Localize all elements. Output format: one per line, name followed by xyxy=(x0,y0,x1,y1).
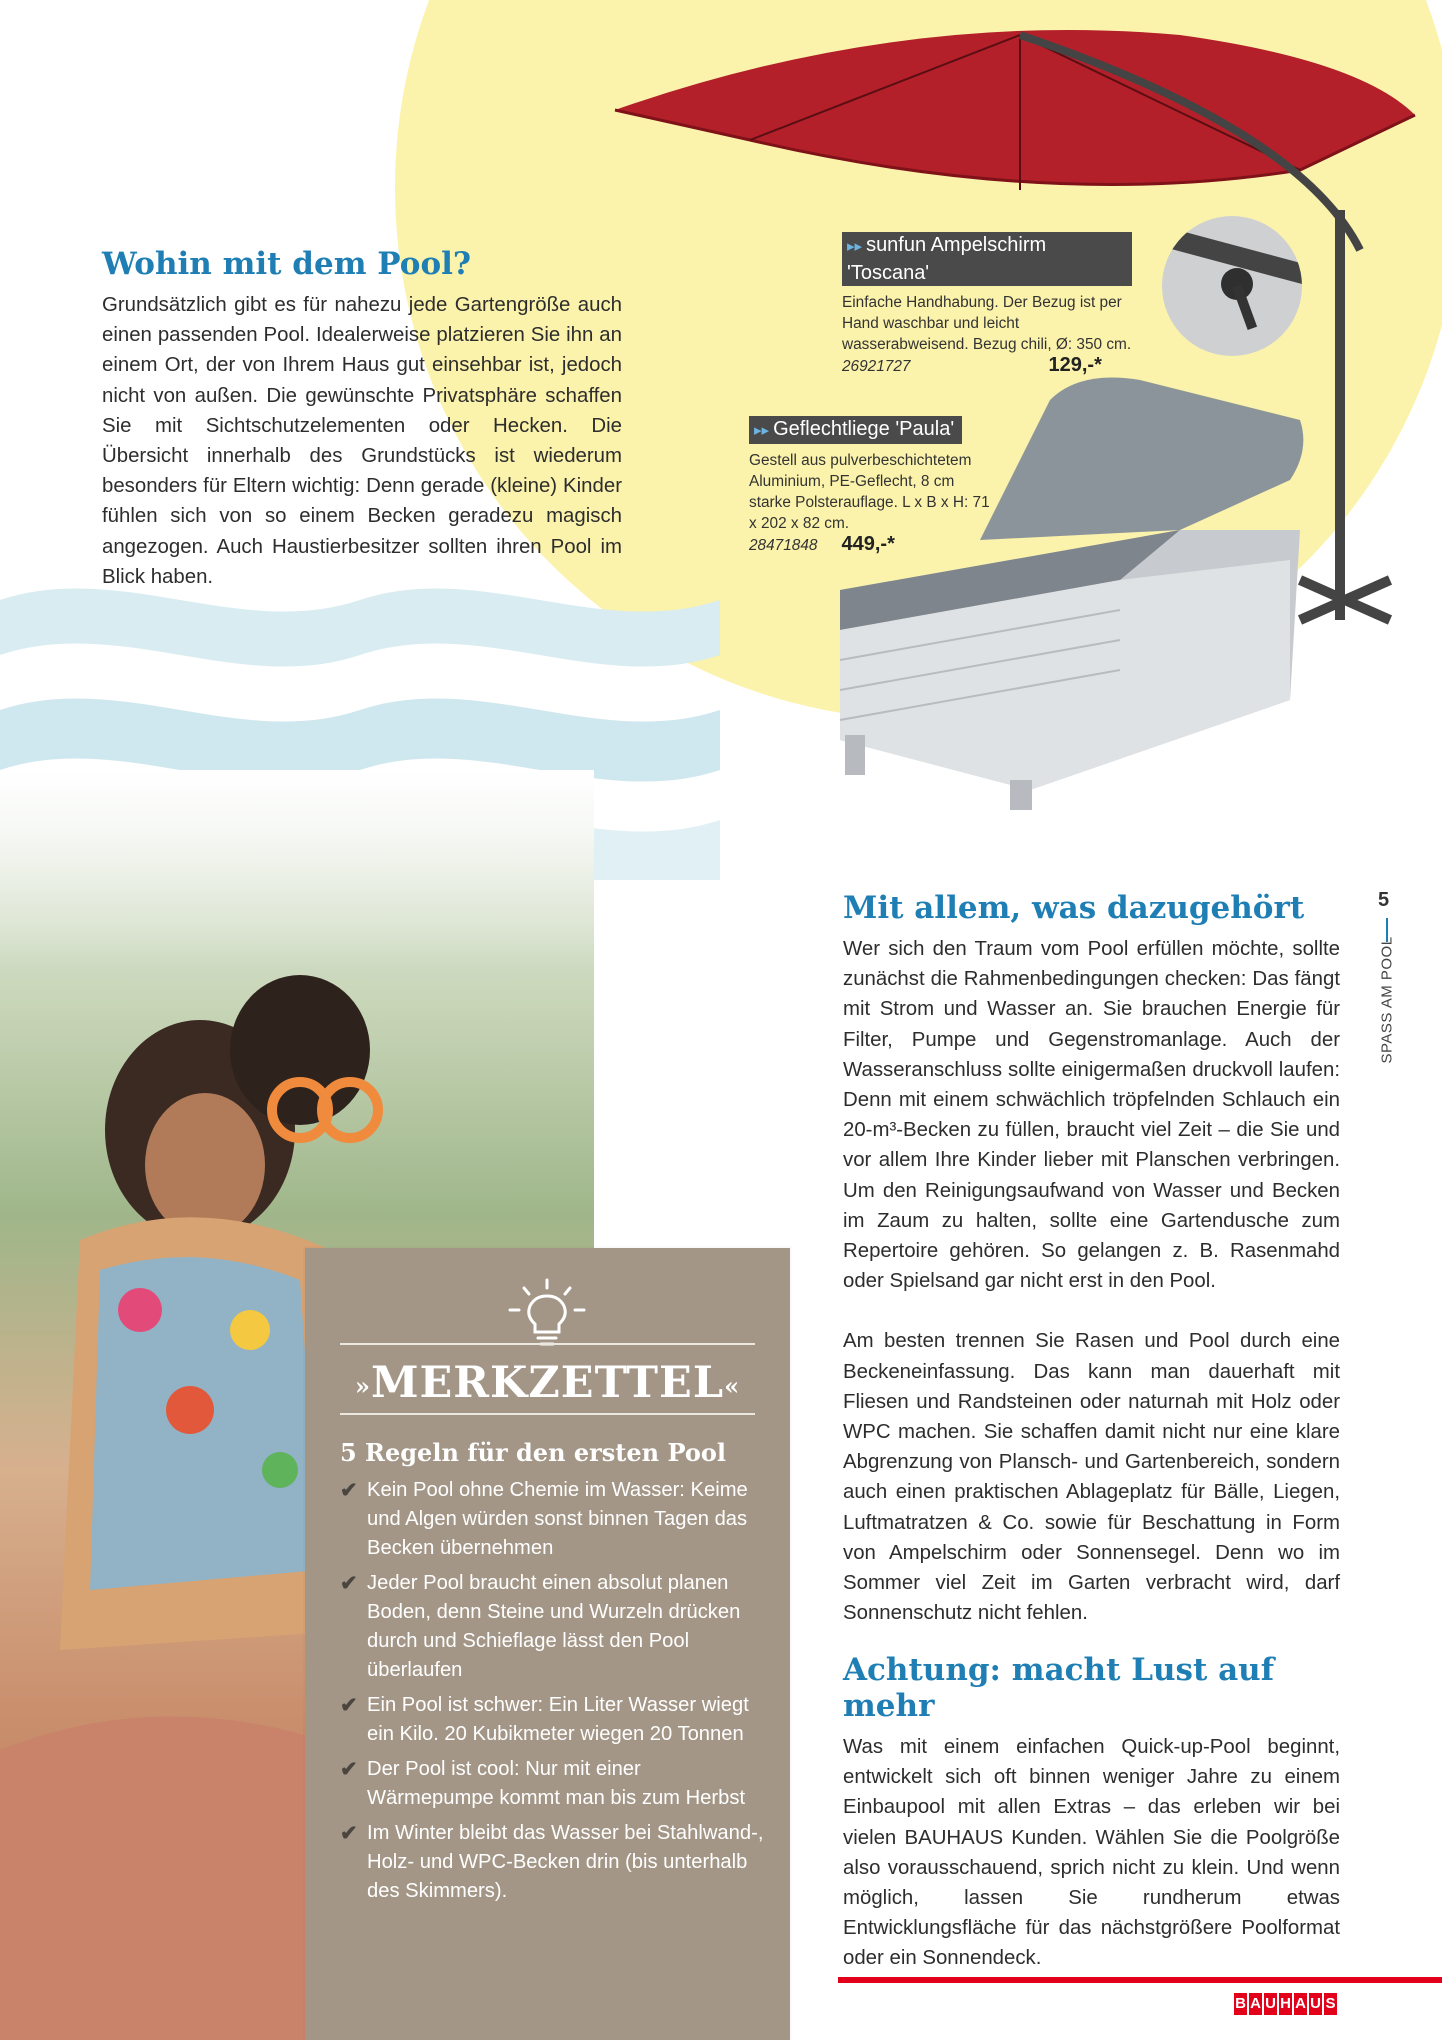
product-umbrella-tag xyxy=(842,232,1132,286)
product-lounger-price-row xyxy=(749,534,999,556)
merkzettel-bottom-rule xyxy=(340,1413,755,1415)
checkmark-icon: ✔ xyxy=(340,1479,358,1502)
photo-fade xyxy=(0,770,594,970)
product-umbrella-price-row xyxy=(842,355,1132,377)
page-number: 5 xyxy=(1378,889,1390,911)
merkzettel-rules xyxy=(340,1476,770,1912)
crank-detail-icon xyxy=(1162,216,1302,356)
rule-text: Jeder Pool braucht einen absolut planen Boden, denn Steine und Wurzeln drücken durch und Schieflage lässt den Pool überlaufen xyxy=(367,1572,741,1681)
rule-text: Ein Pool ist schwer: Ein Liter Wasser wiegt ein Kilo. 20 Kubikmeter wiegen 20 Tonnen xyxy=(367,1694,749,1745)
product-umbrella-price: 129,-* xyxy=(1048,354,1102,376)
logo-letter: U xyxy=(1309,1993,1322,2015)
product-lounger xyxy=(749,416,999,556)
section1-body: Grundsätzlich gibt es für nahezu jede Gartengröße auch einen passenden Pool. Idealerweise platzieren Sie ihn an einem Ort, der von Ihrem Haus gut einsehbar ist, jedoch nicht von außen. Die gewünschte Privatsphäre schaffen Sie mit Sichtschutzelementen oder Hecken. Die Übersicht innerhalb des Grundstücks ist wiederum besonders für Eltern wichtig: Denn gerade (kleine) Kinder fühlen sich von so einem Becken geradezu magisch angezogen. Auch Haustierbesitzer sollten ihren Pool im Blick haben. xyxy=(102,294,622,588)
product-umbrella-name: sunfun Ampelschirm 'Toscana' xyxy=(847,234,1047,284)
section3-heading: Achtung: macht Lust auf mehr xyxy=(843,1652,1275,1724)
product-umbrella xyxy=(842,232,1132,377)
crank-detail-image xyxy=(1162,216,1302,356)
section2-heading: Mit allem, was dazugehört xyxy=(843,890,1305,926)
checkmark-icon: ✔ xyxy=(340,1758,358,1781)
product-lounger-tag xyxy=(749,416,962,444)
list-item xyxy=(340,1819,770,1906)
product-lounger-description: Gestell aus pulverbeschichtetem Aluminium, PE-Geflecht, 8 cm starke Polsterauflage. L x B x H: 71 x 202 x 82 cm. xyxy=(749,452,990,532)
rule-text: Der Pool ist cool: Nur mit einer Wärmepumpe kommt man bis zum Herbst xyxy=(367,1758,746,1809)
quote-left-icon: » xyxy=(354,1371,371,1401)
product-lounger-name: Geflechtliege 'Paula' xyxy=(773,418,955,440)
double-arrow-icon: ▸▸ xyxy=(754,422,770,439)
logo-letter: A xyxy=(1249,1993,1262,2015)
merkzettel-subtitle: 5 Regeln für den ersten Pool xyxy=(340,1438,726,1467)
logo-letter: U xyxy=(1264,1993,1277,2015)
section1-heading: Wohin mit dem Pool? xyxy=(102,246,472,282)
logo-letter: H xyxy=(1279,1993,1292,2015)
product-lounger-article: 28471848 xyxy=(749,537,818,554)
rule-text: Im Winter bleibt das Wasser bei Stahlwand-, Holz- und WPC-Becken drin (bis unterhalb des Skimmers). xyxy=(367,1822,764,1902)
logo-letter: S xyxy=(1324,1993,1337,2015)
bauhaus-logo xyxy=(1234,1993,1337,2015)
checkmark-icon: ✔ xyxy=(340,1822,358,1845)
merkzettel-title xyxy=(340,1358,755,1408)
merkzettel-top-rule xyxy=(340,1343,755,1345)
checkmark-icon: ✔ xyxy=(340,1572,358,1595)
list-item xyxy=(340,1569,770,1685)
merkzettel-title-text: MERKZETTEL xyxy=(370,1358,725,1408)
product-lounger-price: 449,-* xyxy=(841,533,895,555)
quote-right-icon: « xyxy=(724,1371,741,1401)
section-where-pool xyxy=(102,246,622,592)
lightbulb-icon xyxy=(502,1278,592,1348)
section-attention xyxy=(843,1652,1340,1974)
section2-paragraph2: Am besten trennen Sie Rasen und Pool durch eine Beckeneinfassung. Das kann man dauerhaft mit Fliesen und Randsteinen oder naturnah mit Holz oder WPC machen. Sie schaffen damit nicht nur eine klare Abgrenzung von Plansch- und Gartenbereich, sondern auch einen praktischen Ablageplatz für Bälle, Liegen, Luftmatratzen & Co. sowie für Beschattung in Form von Ampelschirm oder Sonnensegel. Denn wo im Sommer viel Zeit im Garten verbracht wird, darf Sonnenschutz nicht fehlen. xyxy=(843,1330,1340,1625)
list-item xyxy=(340,1691,770,1749)
sidebar-label: SPASS AM POOL xyxy=(1378,936,1396,1064)
logo-letter: B xyxy=(1234,1993,1247,2015)
product-umbrella-article: 26921727 xyxy=(842,358,911,375)
footer-red-line xyxy=(838,1977,1442,1983)
product-umbrella-description: Einfache Handhabung. Der Bezug ist per Hand waschbar und leicht wasserabweisend. Bezug chili, Ø: 350 cm. xyxy=(842,294,1132,353)
merkzettel-card xyxy=(305,1248,790,2040)
section2-paragraph1: Wer sich den Traum vom Pool erfüllen möchte, sollte zunächst die Rahmenbedingungen checken: Das fängt mit Strom und Wasser an. Sie brauchen Energie für Filter, Pumpe und Gegenstromanlage. Auch der Wasseranschluss sollte einigermaßen druckvoll laufen: Denn mit einem schwächlich tröpfelnden Schlauch ein 20-m³-Becken zu füllen, braucht viel Zeit – die Sie und vor allem Ihre Kinder lieber mit Planschen verbringen. Um den Reinigungsaufwand von Wasser und Becken im Zaum zu halten, sollte eine Gartendusche zum Repertoire gehören. So gelangen z. B. Rasenmahd oder Spielsand gar nicht erst in den Pool. xyxy=(843,938,1340,1293)
list-item xyxy=(340,1476,770,1563)
section3-body: Was mit einem einfachen Quick-up-Pool beginnt, entwickelt sich oft binnen weniger Jahre zu einem Einbaupool mit allen Extras – das erleben wir bei vielen BAUHAUS Kunden. Wählen Sie die Poolgröße also vorausschauend, sprich nicht zu klein. Und wenn möglich, lassen Sie rundherum etwas Entwicklungsfläche für das nächstgrößere Poolformat oder ein Sonnendeck. xyxy=(843,1736,1340,1970)
list-item xyxy=(340,1755,770,1813)
rule-text: Kein Pool ohne Chemie im Wasser: Keime und Algen würden sonst binnen Tagen das Becken übernehmen xyxy=(367,1479,748,1559)
double-arrow-icon: ▸▸ xyxy=(847,238,863,255)
checkmark-icon: ✔ xyxy=(340,1694,358,1717)
section-with-everything xyxy=(843,890,1340,1628)
logo-letter: A xyxy=(1294,1993,1307,2015)
